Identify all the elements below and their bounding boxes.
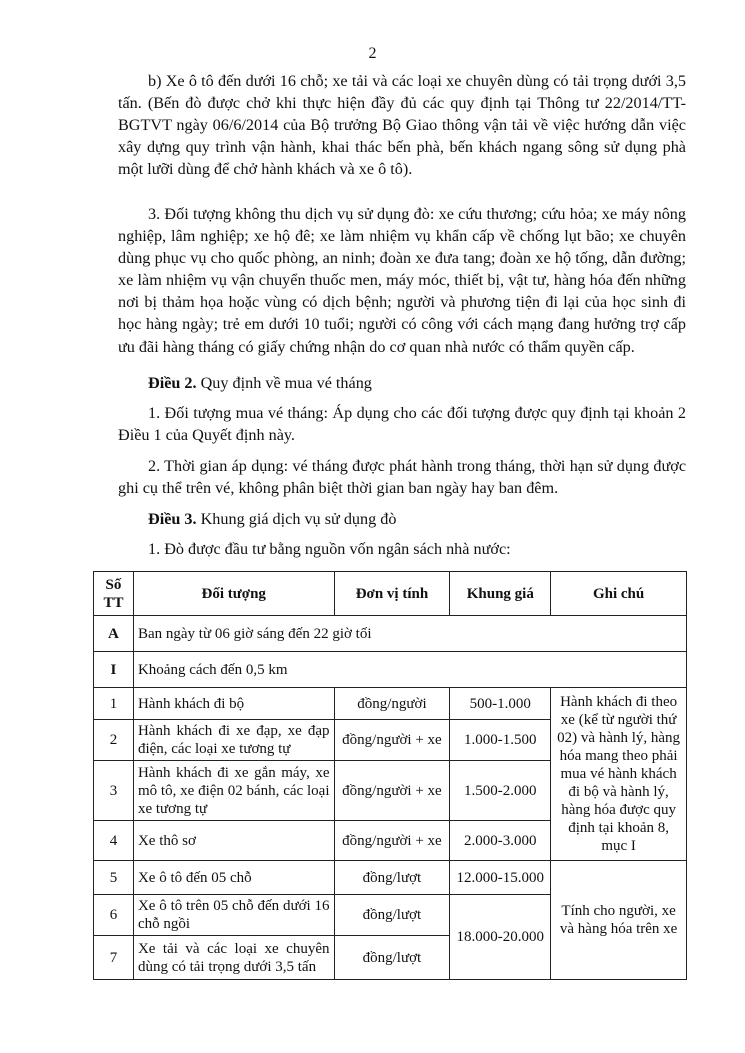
header-unit: Đơn vị tính: [334, 572, 450, 616]
page-number: 2: [368, 45, 377, 62]
header-note: Ghi chú: [551, 572, 687, 616]
article-2-item-2: 2. Thời gian áp dụng: vé tháng được phát hành trong tháng, thời hạn sử dụng được ghi cụ thể trên vé, không phân biệt thời gian ban ngày hay ban đêm.: [118, 457, 686, 498]
paragraph-2b: b) Xe ô tô đến dưới 16 chỗ; xe tải và các loại xe chuyên dùng có tải trọng dưới 3,5 tấn. (Bến đò được chở khi thực hiện đầy đủ các quy định tại Thông tư 22/2014/TT-BGTVT ngày 06/6/2014 của Bộ trưởng Bộ Giao thông vận tải về việc hướng dẫn việc xây dựng quy trình vận hành, khai thác bến phà, bến khách ngang sông sử dụng phà một lưỡi dùng để chở hành khách và xe ô tô).: [118, 72, 686, 179]
row-no: 5: [94, 861, 134, 895]
article-2-item-1: 1. Đối tượng mua vé tháng: Áp dụng cho các đối tượng được quy định tại khoản 2 Điều 1 của Quyết định này.: [118, 404, 686, 445]
row-no: 4: [94, 821, 134, 861]
article-3-item-1: 1. Đò được đầu tư bằng nguồn vốn ngân sách nhà nước:: [148, 540, 511, 558]
section-i-text: Khoảng cách đến 0,5 km: [133, 652, 686, 688]
row-object: Xe thô sơ: [133, 821, 334, 861]
section-row-i: [94, 652, 687, 688]
article-2-label: Điều 2.: [148, 374, 197, 392]
row-object: Hành khách đi xe đạp, xe đạp điện, các loại xe tương tự: [133, 720, 334, 761]
header-no: Số TT: [94, 572, 134, 616]
row-price: 12.000-15.000: [450, 861, 551, 895]
row-no: 7: [94, 936, 134, 980]
row-no: 2: [94, 720, 134, 761]
header-object: Đối tượng: [133, 572, 334, 616]
section-a-text: Ban ngày từ 06 giờ sáng đến 22 giờ tối: [133, 616, 686, 652]
row-unit: đồng/người: [334, 688, 450, 720]
article-3-label: Điều 3.: [148, 510, 197, 528]
note-cell-2: Tính cho người, xe và hàng hóa trên xe: [551, 861, 687, 980]
row-price: 500-1.000: [450, 688, 551, 720]
row-no: 1: [94, 688, 134, 720]
row-unit: đồng/lượt: [334, 895, 450, 936]
table-header-row: [94, 572, 687, 616]
row-object: Xe ô tô đến 05 chỗ: [133, 861, 334, 895]
fee-table: [93, 571, 687, 980]
table-row: [94, 861, 687, 895]
row-price: 2.000-3.000: [450, 821, 551, 861]
row-price: 1.500-2.000: [450, 761, 551, 821]
row-object: Hành khách đi bộ: [133, 688, 334, 720]
row-object: Xe ô tô trên 05 chỗ đến dưới 16 chỗ ngồi: [133, 895, 334, 936]
row-price: 18.000-20.000: [450, 895, 551, 980]
header-price: Khung giá: [450, 572, 551, 616]
row-unit: đồng/lượt: [334, 936, 450, 980]
row-no: 3: [94, 761, 134, 821]
article-3-heading: [118, 508, 686, 530]
section-i-code: I: [94, 652, 134, 688]
row-unit: đồng/người + xe: [334, 761, 450, 821]
note-cell-1: Hành khách đi theo xe (kể từ người thứ 02) và hành lý, hàng hóa mang theo phải mua vé hành khách đi bộ và hành lý, hàng hóa được quy định tại khoản 8, mục I: [551, 688, 687, 861]
row-unit: đồng/người + xe: [334, 720, 450, 761]
row-unit: đồng/lượt: [334, 861, 450, 895]
row-price: 1.000-1.500: [450, 720, 551, 761]
row-object: Xe tải và các loại xe chuyên dùng có tải trọng dưới 3,5 tấn: [133, 936, 334, 980]
paragraph-3: 3. Đối tượng không thu dịch vụ sử dụng đò: xe cứu thương; cứu hỏa; xe máy nông nghiệp, lâm nghiệp; xe hộ đê; xe làm nhiệm vụ khẩn cấp về chống lụt bão; xe chuyên dùng phục vụ cho quốc phòng, an ninh; đoàn xe đưa tang; đoàn xe hộ tống, dẫn đường; xe làm nhiệm vụ vận chuyển thuốc men, máy móc, thiết bị, vật tư, hàng hóa đến những nơi bị thảm họa hoặc vùng có dịch bệnh; người và phương tiện đi lại của học sinh đi học hàng ngày; trẻ em dưới 10 tuổi; người có công với cách mạng đang hưởng trợ cấp ưu đãi hàng tháng có giấy chứng nhận do cơ quan nhà nước có thẩm quyền cấp.: [118, 205, 686, 356]
article-2-title: Quy định về mua vé tháng: [196, 374, 372, 392]
article-3-title: Khung giá dịch vụ sử dụng đò: [196, 510, 397, 528]
table-row: [94, 688, 687, 720]
row-unit: đồng/người + xe: [334, 821, 450, 861]
row-no: 6: [94, 895, 134, 936]
article-2-heading: [118, 372, 686, 394]
row-object: Hành khách đi xe gắn máy, xe mô tô, xe điện 02 bánh, các loại xe tương tự: [133, 761, 334, 821]
section-a-code: A: [94, 616, 134, 652]
section-row-a: [94, 616, 687, 652]
